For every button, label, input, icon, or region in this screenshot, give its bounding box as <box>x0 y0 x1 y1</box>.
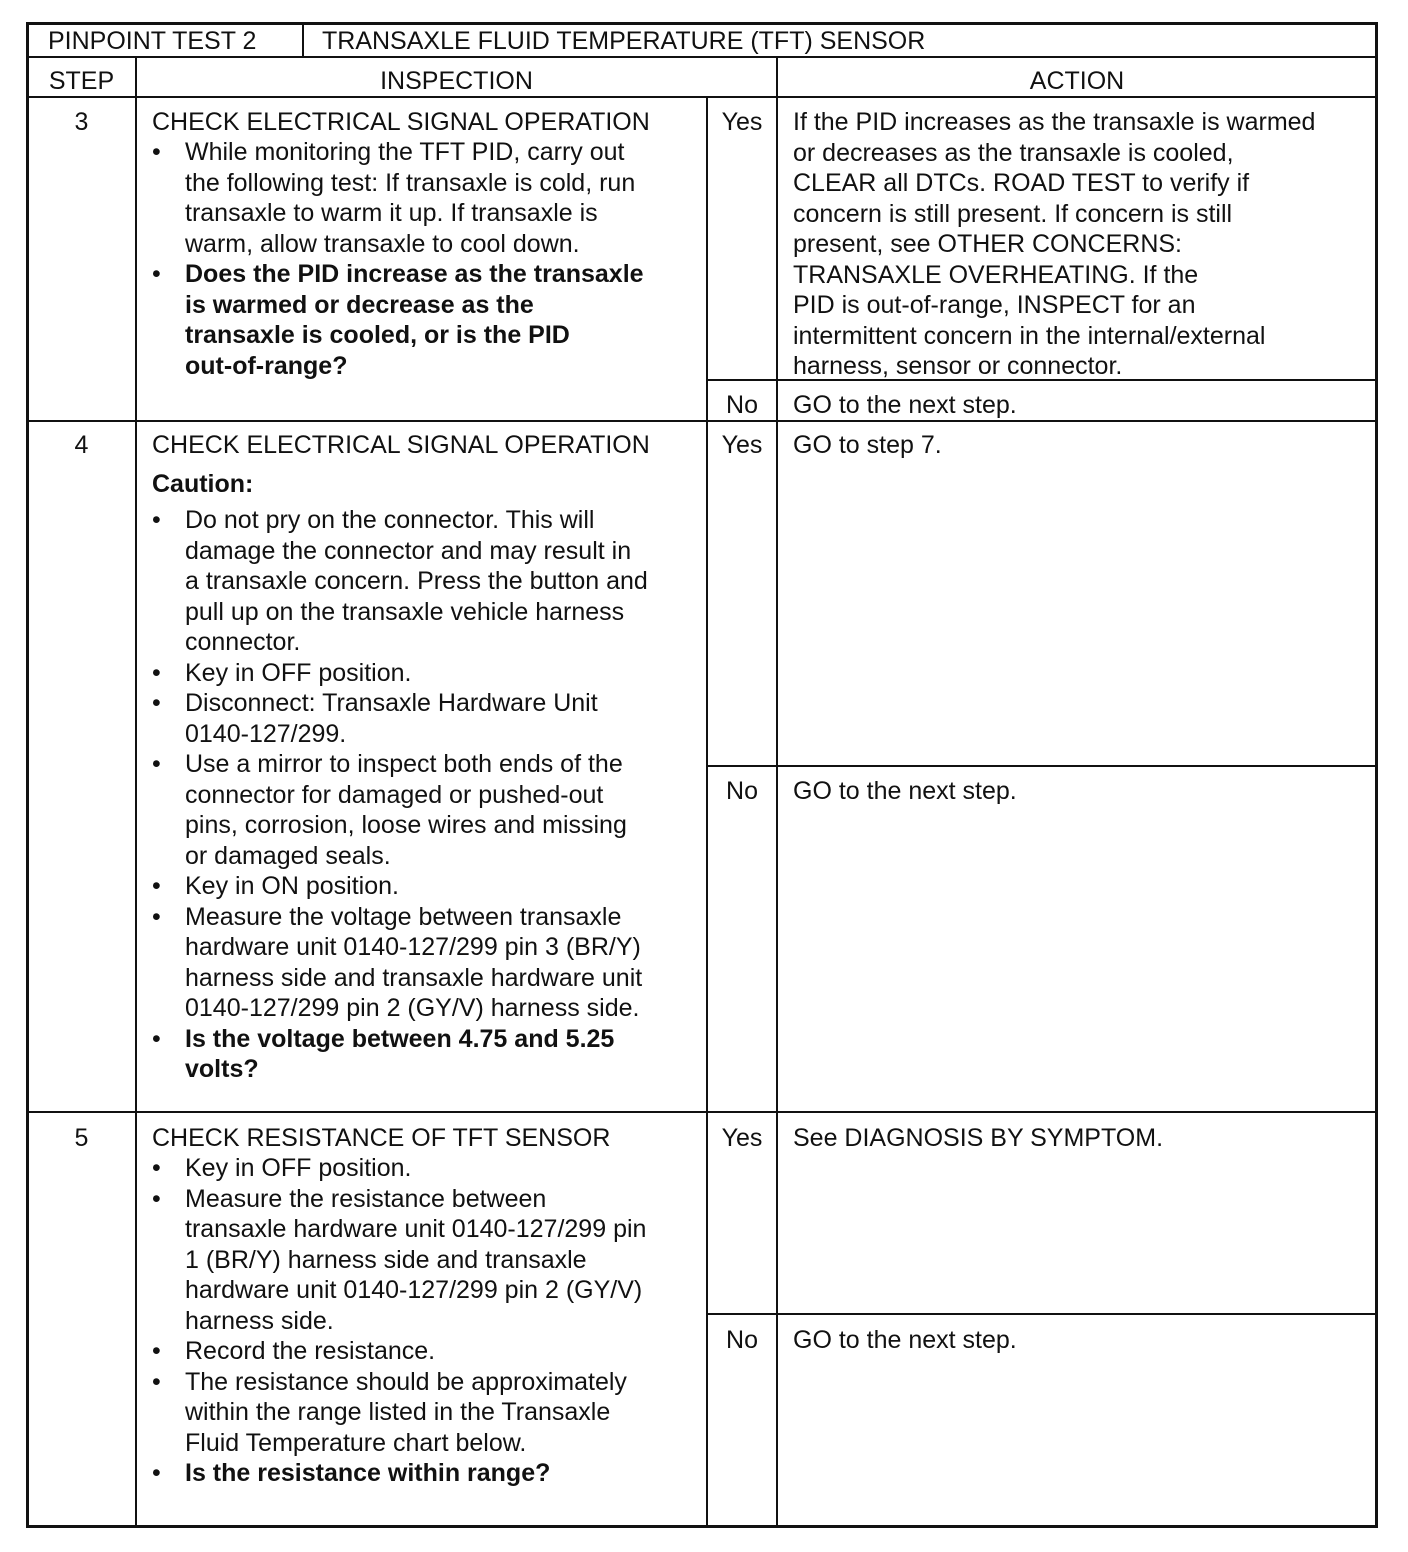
step-number: 3 <box>74 108 89 136</box>
action-line: GO to step 7. <box>793 431 942 459</box>
bullet-line: damage the connector and may result in <box>185 536 632 565</box>
bullet-line: Key in OFF position. <box>185 1154 412 1182</box>
bullet-line: hardware unit 0140-127/299 pin 3 (BR/Y) <box>185 933 641 961</box>
action-line: GO to the next step. <box>793 391 1017 419</box>
step-number: 5 <box>74 1124 89 1152</box>
bullet-line: Fluid Temperature chart below. <box>185 1428 527 1457</box>
action-line: concern is still present. If concern is still <box>793 199 1233 228</box>
yes-label: Yes <box>721 1124 763 1152</box>
no-label: No <box>726 1326 758 1354</box>
bullet-line: 0140-127/299. <box>185 719 347 748</box>
rule-step4-yes-no <box>708 765 1378 767</box>
bullet-line: transaxle hardware unit 0140-127/299 pin <box>185 1215 647 1243</box>
test-label: PINPOINT TEST 2 <box>48 27 257 55</box>
bullet-line: connector for damaged or pushed-out <box>185 780 604 809</box>
question-line: Does the PID increase as the transaxle <box>185 260 644 288</box>
rule-action-column <box>776 57 778 1528</box>
action-line: If the PID increases as the transaxle is warmed <box>793 108 1316 136</box>
bullet-line: or damaged seals. <box>185 841 391 870</box>
question-line: out-of-range? <box>185 351 348 380</box>
question-line: transaxle is cooled, or is the PID <box>185 321 570 349</box>
question-line: volts? <box>185 1055 259 1083</box>
bullet-icon: • <box>152 260 161 288</box>
col-step-header: STEP <box>48 67 115 95</box>
bullet-line: transaxle to warm it up. If transaxle is <box>185 199 598 227</box>
bullet-line: harness side. <box>185 1306 334 1335</box>
bullet-line: Measure the voltage between transaxle <box>185 902 622 931</box>
bullet-line: pull up on the transaxle vehicle harness <box>185 597 625 626</box>
bullet-line: 0140-127/299 pin 2 (GY/V) harness side. <box>185 994 640 1022</box>
yes-label: Yes <box>721 108 763 136</box>
col-inspection-header: INSPECTION <box>380 67 533 95</box>
yes-label: Yes <box>721 431 763 459</box>
bullet-icon: • <box>152 1337 161 1365</box>
bullet-icon: • <box>152 750 161 778</box>
bullet-icon: • <box>152 1184 161 1213</box>
step-number: 4 <box>74 431 89 459</box>
action-line: intermittent concern in the internal/external <box>793 321 1266 350</box>
question-line: Is the resistance within range? <box>185 1459 551 1487</box>
action-line: See DIAGNOSIS BY SYMPTOM. <box>793 1124 1164 1152</box>
bullet-icon: • <box>152 506 161 534</box>
bullet-icon: • <box>152 658 161 687</box>
bullet-line: connector. <box>185 628 301 656</box>
bullet-line: The resistance should be approximately <box>185 1367 627 1396</box>
bullet-icon: • <box>152 902 161 931</box>
bullet-icon: • <box>152 1459 161 1487</box>
bullet-line: Use a mirror to inspect both ends of the <box>185 750 623 778</box>
bullet-line: Key in ON position. <box>185 872 399 900</box>
action-line: CLEAR all DTCs. ROAD TEST to verify if <box>793 169 1250 197</box>
bullet-icon: • <box>152 1367 161 1396</box>
step-title: CHECK RESISTANCE OF TFT SENSOR <box>152 1124 611 1152</box>
bullet-line: hardware unit 0140-127/299 pin 2 (GY/V) <box>185 1276 643 1304</box>
action-line: present, see OTHER CONCERNS: <box>793 230 1182 258</box>
bullet-line: Record the resistance. <box>185 1337 436 1365</box>
bullet-line: harness side and transaxle hardware unit <box>185 963 643 992</box>
bullet-line: pins, corrosion, loose wires and missing <box>185 811 627 839</box>
rule-step-column <box>135 57 137 1528</box>
bullet-icon: • <box>152 138 161 166</box>
caution-label: Caution: <box>152 470 254 498</box>
bullet-line: within the range listed in the Transaxle <box>185 1398 611 1426</box>
bullet-icon: • <box>152 689 161 717</box>
bullet-icon: • <box>152 1154 161 1182</box>
rule-step4-bottom <box>26 1111 1378 1113</box>
action-line: harness, sensor or connector. <box>793 352 1123 380</box>
bullet-icon: • <box>152 872 161 900</box>
action-line: TRANSAXLE OVERHEATING. If the <box>793 260 1199 289</box>
test-title: TRANSAXLE FLUID TEMPERATURE (TFT) SENSOR <box>322 27 926 55</box>
rule-answer-column <box>706 97 708 1528</box>
bullet-line: Measure the resistance between <box>185 1184 547 1213</box>
bullet-line: warm, allow transaxle to cool down. <box>185 229 580 258</box>
no-label: No <box>726 391 758 419</box>
no-label: No <box>726 777 758 805</box>
bullet-line: 1 (BR/Y) harness side and transaxle <box>185 1245 587 1274</box>
bullet-icon: • <box>152 1024 161 1053</box>
action-line: PID is out-of-range, INSPECT for an <box>793 291 1196 319</box>
bullet-line: a transaxle concern. Press the button and <box>185 567 648 595</box>
action-line: or decreases as the transaxle is cooled, <box>793 138 1234 167</box>
action-line: GO to the next step. <box>793 777 1017 805</box>
action-line: GO to the next step. <box>793 1326 1017 1354</box>
bullet-line: Do not pry on the connector. This will <box>185 506 595 534</box>
bullet-line: Key in OFF position. <box>185 658 412 687</box>
step-title: CHECK ELECTRICAL SIGNAL OPERATION <box>152 431 650 459</box>
bullet-line: While monitoring the TFT PID, carry out <box>185 138 625 166</box>
bullet-line: Disconnect: Transaxle Hardware Unit <box>185 689 598 717</box>
question-line: is warmed or decrease as the <box>185 290 534 319</box>
rule-step5-yes-no <box>708 1313 1378 1315</box>
step-title: CHECK ELECTRICAL SIGNAL OPERATION <box>152 108 650 136</box>
bullet-line: the following test: If transaxle is cold, run <box>185 168 636 197</box>
question-line: Is the voltage between 4.75 and 5.25 <box>185 1024 615 1053</box>
rule-step3-bottom <box>26 420 1378 422</box>
col-action-header: ACTION <box>1029 67 1125 95</box>
rule-title-divider <box>302 22 304 57</box>
